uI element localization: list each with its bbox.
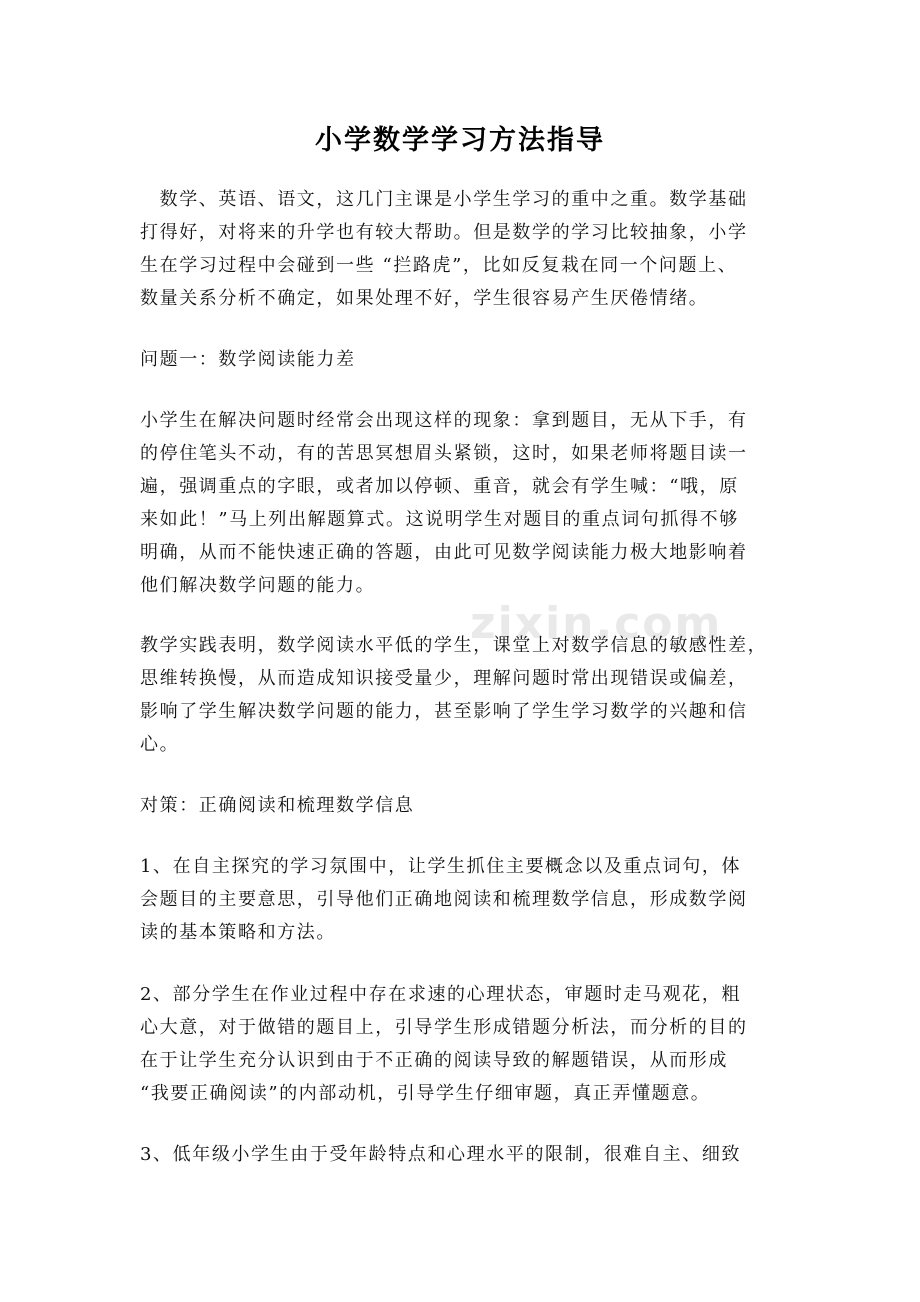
list-item-line: 3、低年级小学生由于受年龄特点和心理水平的限制，很难自主、细致 — [140, 1144, 742, 1165]
paragraph-line: 小学生在解决问题时经常会出现这样的现象：拿到题目，无从下手，有 — [140, 410, 748, 431]
paragraph-line: 遍，强调重点的字眼，或者加以停顿、重音，就会有学生喊：“哦，原 — [140, 476, 739, 497]
paragraph-line: 数量关系分析不确定，如果处理不好，学生很容易产生厌倦情绪。 — [140, 288, 709, 309]
document-title: 小学数学学习方法指导 — [315, 125, 605, 156]
paragraph-line: 明确，从而不能快速正确的答题，由此可见数学阅读能力极大地影响着 — [140, 542, 748, 563]
paragraph-line: 影响了学生解决数学问题的能力，甚至影响了学生学习数学的兴趣和信 — [140, 701, 748, 722]
list-item-line: 在于让学生充分认识到由于不正确的阅读导致的解题错误，从而形成 — [140, 1050, 728, 1071]
paragraph-line: 的停住笔头不动，有的苦思冥想眉头紧锁，这时，如果老师将题目读一 — [140, 443, 748, 464]
paragraph-line: 心。 — [140, 734, 180, 755]
paragraph-line: 打得好，对将来的升学也有较大帮助。但是数学的学习比较抽象，小学 — [140, 222, 748, 243]
list-item-line: 读的基本策略和方法。 — [140, 922, 336, 943]
paragraph-line: 他们解决数学问题的能力。 — [140, 575, 376, 596]
section-heading: 问题一：数学阅读能力差 — [140, 349, 356, 370]
list-item-line: 心大意，对于做错的题目上，引导学生形成错题分析法，而分析的目的 — [140, 1017, 748, 1038]
section-heading: 对策：正确阅读和梳理数学信息 — [140, 795, 415, 816]
paragraph-line: 思维转换慢，从而造成知识接受量少，理解问题时常出现错误或偏差， — [140, 668, 748, 689]
paragraph-line: 教学实践表明，数学阅读水平低的学生，课堂上对数学信息的敏感性差， — [140, 635, 768, 656]
paragraph-line: 来如此！”马上列出解题算式。这说明学生对题目的重点词句抓得不够 — [140, 509, 739, 530]
paragraph-line: 生在学习过程中会碰到一些 “拦路虎”，比如反复栽在同一个问题上、 — [140, 255, 738, 276]
list-item-line: 2、部分学生在作业过程中存在求速的心理状态，审题时走马观花，粗 — [140, 984, 742, 1005]
list-item-line: 1、在自主探究的学习氛围中，让学生抓住主要概念以及重点词句，体 — [140, 856, 742, 877]
list-item-line: 会题目的主要意思，引导他们正确地阅读和梳理数学信息，形成数学阅 — [140, 889, 748, 910]
paragraph-line: 数学、英语、语文，这几门主课是小学生学习的重中之重。数学基础 — [140, 189, 748, 210]
watermark: zixin.com — [470, 598, 723, 649]
list-item-line: “我要正确阅读”的内部动机，引导学生仔细审题，真正弄懂题意。 — [140, 1083, 711, 1104]
